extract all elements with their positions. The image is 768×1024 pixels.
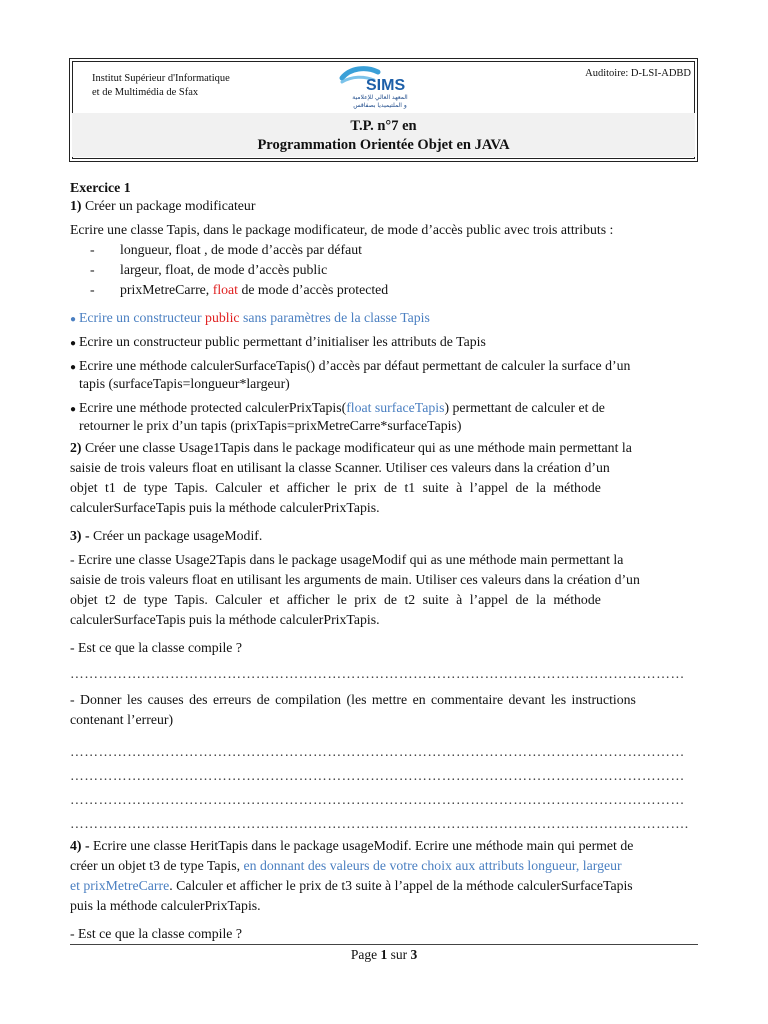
exercise-title: Exercice 1 [70, 180, 131, 195]
attribute-dash: - [90, 242, 95, 257]
attribute-item-longueur [70, 242, 362, 258]
bullet-text-end: ) permettant de calculer et de [444, 400, 605, 415]
paragraph-tapis: Ecrire une classe Tapis, dans le package modificateur, de mode d’accès public avec trois attributs : [70, 222, 614, 237]
header-box [69, 58, 698, 162]
question-3-errors-ask-cont: contenant l’erreur) [70, 712, 174, 727]
institute-line-1: Institut Supérieur d'Informatique [92, 73, 230, 84]
tp-title [70, 117, 697, 155]
question-3-line-2: saisie de trois valeurs float en utilisant les arguments de main. Utiliser ces valeurs dans la création d’un [70, 572, 640, 587]
bullet-highlight: public [205, 310, 240, 325]
question-3-text: Créer un package usageModif. [89, 528, 263, 543]
attribute-dash: - [90, 282, 95, 297]
answer-dotted-line: ………………………………………………………………………………………………………………… [70, 768, 685, 783]
bullet-param-highlight: float surfaceTapis [346, 400, 445, 415]
question-2-line-3: objet t1 de type Tapis. Calculer et afficher le prix de t1 suite à l’appel de la méthode [70, 480, 601, 495]
question-3-errors-ask: - Donner les causes des erreurs de compilation (les mettre en commentaire devant les instructions [70, 692, 636, 707]
attribute-text-end: de mode d’accès protected [238, 282, 389, 297]
question-2-number: 2) [70, 440, 82, 455]
question-1 [70, 198, 255, 214]
answer-dotted-line: ………………………………………………………………………………………………………………… [70, 792, 685, 807]
tp-title-line-2: Programmation Orientée Objet en JAVA [257, 137, 510, 153]
question-4-text: créer un objet t3 de type Tapis, [70, 858, 244, 873]
question-4-line-2 [70, 858, 622, 874]
answer-dotted-line: …………………………………………………………………………………………………………………. [70, 816, 689, 831]
question-1-text: Créer un package modificateur [81, 198, 256, 213]
bullet-constructor-no-args [70, 310, 430, 326]
attribute-text: prixMetreCarre, [120, 282, 213, 297]
bullet-prix-method [70, 400, 605, 416]
question-3-line-3: objet t2 de type Tapis. Calculer et afficher le prix de t2 suite à l’appel de la méthode [70, 592, 601, 607]
question-2-line-2: saisie de trois valeurs float en utilisant la classe Scanner. Utiliser ces valeurs dans la création d’un [70, 460, 610, 475]
attribute-item-largeur [70, 262, 327, 278]
bullet-text-end: sans paramètres de la classe Tapis [239, 310, 430, 325]
bullet-text: Ecrire un constructeur [79, 310, 206, 325]
sims-logo [336, 64, 424, 110]
bullet-text: Ecrire une méthode calculerSurfaceTapis() d’accès par défaut permettant de calculer la surface d’un [79, 358, 631, 373]
bullet-dot-icon: ● [70, 314, 77, 325]
bullet-constructor-init [70, 334, 486, 350]
attribute-text: longueur, float , de mode d’accès par défaut [120, 242, 362, 257]
bullet-dot-icon: ● [70, 404, 77, 415]
footer-page-number: 1 [380, 947, 388, 962]
bullet-dot-icon: ● [70, 338, 77, 349]
attribute-type-highlight: float [212, 282, 239, 297]
question-4-highlight: et prixMetreCarre [70, 878, 170, 893]
logo-arabic-line-1: المعهد العالي للإعلامية [352, 94, 408, 101]
question-3-line-1: - Ecrire une classe Usage2Tapis dans le package usageModif qui as une méthode main permettant la [70, 552, 624, 567]
question-2-text: Créer une classe Usage1Tapis dans le package modificateur qui as une méthode main permettant la [81, 440, 632, 455]
question-4-text: Ecrire une classe HeritTapis dans le package usageModif. Ecrire une méthode main qui permet de [89, 838, 634, 853]
question-4-text: . Calculer et afficher le prix de t3 suite à l’appel de la méthode calculerSurfaceTapis [169, 878, 633, 893]
footer-sur-word: sur [390, 947, 408, 962]
footer-divider [70, 944, 698, 945]
question-2 [70, 440, 632, 456]
logo-arabic-line-2: و الملتيميديا بصفاقس [353, 102, 407, 109]
question-4-line-3 [70, 878, 633, 894]
tp-title-line-1: T.P. n°7 en [350, 118, 417, 134]
bullet-surface-method-cont: tapis (surfaceTapis=longueur*largeur) [79, 376, 290, 391]
question-4-number: 4) - [70, 838, 90, 853]
question-4-highlight: en donnant des valeurs de votre choix aux attributs longueur, largeur [243, 858, 622, 873]
footer-page-total: 3 [410, 947, 418, 962]
question-2-line-4: calculerSurfaceTapis puis la méthode calculerPrixTapis. [70, 500, 380, 515]
question-4 [70, 838, 633, 854]
question-4-compile-ask: - Est ce que la classe compile ? [70, 926, 243, 941]
attribute-dash: - [90, 262, 95, 277]
question-4-line-4: puis la méthode calculerPrixTapis. [70, 898, 261, 913]
bullet-text: Ecrire une méthode protected calculerPrixTapis( [79, 400, 347, 415]
footer-page-word: Page [350, 947, 378, 962]
bullet-prix-method-cont: retourner le prix d’un tapis (prixTapis=prixMetreCarre*surfaceTapis) [79, 418, 462, 433]
question-1-number: 1) [70, 198, 82, 213]
institute-line-2: et de Multimédia de Sfax [92, 87, 199, 98]
attribute-item-prixmetrecarre [70, 282, 388, 298]
bullet-surface-method [70, 358, 630, 374]
institute-name [92, 72, 230, 100]
bullet-text: Ecrire un constructeur public permettant d’initialiser les attributs de Tapis [79, 334, 486, 349]
logo-text: SIMS [366, 77, 406, 94]
answer-dotted-line: ………………………………………………………………………………………………………………… [70, 744, 685, 759]
question-3 [70, 528, 262, 544]
bullet-dot-icon: ● [70, 362, 77, 373]
answer-dotted-line: ………………………………………………………………………………………………………………… [70, 666, 685, 681]
question-3-line-4: calculerSurfaceTapis puis la méthode calculerPrixTapis. [70, 612, 380, 627]
attribute-text: largeur, float, de mode d’accès public [120, 262, 328, 277]
question-3-number: 3) - [70, 528, 90, 543]
question-3-compile-ask: - Est ce que la classe compile ? [70, 640, 243, 655]
page-footer [0, 947, 768, 963]
auditoire-label: Auditoire: D-LSI-ADBD [585, 68, 691, 79]
